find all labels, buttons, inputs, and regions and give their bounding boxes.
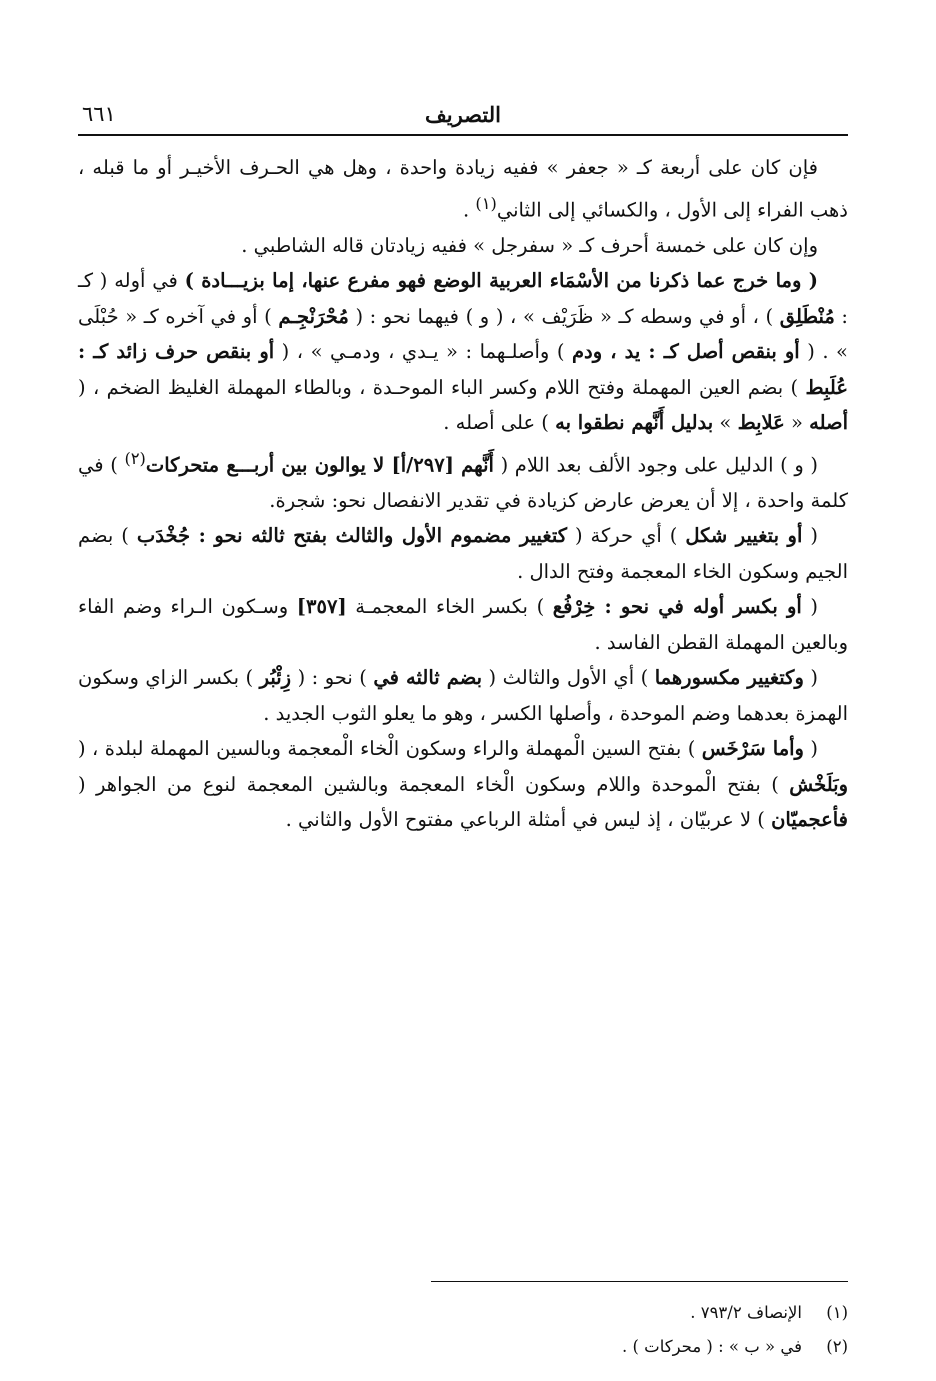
p5-bold-1: أو بتغيير شكل — [685, 524, 803, 547]
p3-bold-1: ( وما خرج عما ذكرنا من الأسْمَاء العربية الوضع فهو مفرع عنها، إما بزيـــادة ) — [184, 269, 819, 292]
p8-text-2: ) بفتح السين الْمهملة والراء وسكون الْخاء الْمعجمة وبالسين المهملة لبلدة ، ( — [78, 737, 702, 760]
paragraph-6 — [78, 589, 848, 660]
paragraph-2 — [78, 228, 848, 264]
p3-text-5: ) بضم العين المهملة وفتح اللام وكسر الباء الموحـدة ، وبالطاء المهملة الغليظ الضخم ، ( — [78, 375, 806, 399]
paragraph-5 — [78, 518, 848, 589]
footnote-separator — [431, 1281, 848, 1282]
p3-bold-5: أو بنقص حرف زائد كـ : عُلَبِط — [78, 340, 848, 399]
p3-bold-3: مُحْرَنْجِـم — [278, 304, 349, 328]
p8-bold-3: فأعجميّان — [771, 808, 848, 831]
p8-bold-2: وبَلَخْش — [789, 772, 848, 796]
p3-bold-7: عَلابِط — [737, 411, 785, 434]
p6-bold-1: أو بكسر أوله في نحو : خِرْفُع — [552, 595, 802, 618]
paragraph-3 — [78, 263, 848, 441]
p3-bold-4: أو بنقص أصل كـ : يد ، ودم — [571, 340, 800, 363]
p5-bold-2: كتغيير مضموم الأول والثالث بفتح ثالثه نحو : جُخْدَب — [136, 524, 567, 547]
footnote-number: (٢) — [826, 1337, 848, 1356]
p3-bold-2: مُنْطَلِق — [779, 304, 835, 328]
p7-bold-1: وكتغيير مكسورهما — [654, 666, 804, 689]
page-title: التصريف — [425, 102, 501, 127]
p5-text-3: ) بضم الجيم وسكون الخاء المعجمة وفتح الدال . — [78, 524, 848, 583]
footnote-2 — [78, 1330, 848, 1364]
p3-text-1: في أوله ( كـ : — [78, 269, 848, 328]
p8-text-4: ) لا عربيّان ، إذ ليس في أمثلة الرباعي مفتوح الأول والثاني . — [285, 808, 772, 831]
p1-text-1: فإن كان على أربعة كـ « جعفر » ففيه زيادة واحدة ، وهل هي الحـرف الأخيـر أو ما قبله ، ذهب الفراء إلى الأول ، والكسائي إلى الثاني — [78, 156, 848, 221]
p6-text-2: ) بكسر الخاء المعجمـة — [346, 595, 553, 618]
p3-text-6: « — [784, 411, 810, 434]
footnote-1 — [78, 1296, 848, 1330]
p4-text-1: ( و ) الدليل على وجود الألف بعد اللام ( — [493, 453, 818, 476]
footnotes — [78, 1296, 848, 1364]
p3-text-4: ) وأصلـهما : « يـدي ، ودمـي » ، ( — [274, 340, 572, 363]
p7-text-2: ) أي الأول والثالث ( — [482, 666, 655, 689]
paragraph-8 — [78, 731, 848, 838]
p8-bold-1: وأما سَرْخَس — [701, 737, 804, 760]
p7-bold-3: زِئْبُر — [259, 666, 292, 689]
p3-text-8: ) على أصله . — [443, 411, 556, 434]
main-text — [78, 150, 848, 838]
p2-text-1: وإن كان على خمسة أحرف كـ « سفرجل » ففيه زيادتان قاله الشاطبي . — [241, 233, 818, 257]
page-number: ٦٦١ — [82, 102, 116, 126]
p4-bold-1: أَنَّهم [٢٩٧/أ] لا يوالون بين أربـــع متحركات — [145, 453, 494, 476]
p3-bold-8: بدليل أَنَّهم نطقوا به — [555, 411, 714, 434]
p3-text-3: ) أو في آخره كـ « حُبْلَى » . ( — [78, 304, 848, 363]
p7-bold-2: بضم ثالثه في — [373, 666, 483, 689]
footnote-text: الإنصاف ٧٩٣/٢ . — [690, 1303, 802, 1322]
footnote-ref-1[interactable]: (١) — [475, 193, 497, 213]
p5-text-1: ( — [802, 524, 818, 547]
p7-text-4: ) بكسر الزاي وسكون الهمزة بعدهما وضم الموحدة ، وأصلها الكسر ، وهو ما يعلو الثوب الجديد . — [78, 666, 848, 725]
p8-text-1: ( — [803, 737, 818, 760]
page-header — [78, 100, 848, 136]
p7-text-1: ( — [803, 666, 818, 689]
p1-text-2: . — [463, 198, 476, 221]
p6-text-1: ( — [801, 595, 818, 618]
book-page — [78, 100, 848, 1370]
p3-text-7: » — [713, 411, 738, 434]
p8-text-3: ) بفتح الْموحدة واللام وسكون الْخاء المعجمة وبالشين المعجمة لنوع من الجواهر ( — [78, 772, 790, 796]
footnote-text: في « ب » : ( محركات ) . — [621, 1337, 802, 1356]
footnote-number: (١) — [826, 1303, 848, 1322]
p3-bold-6: أصله — [809, 411, 848, 434]
p5-text-2: ) أي حركة ( — [567, 524, 686, 547]
p4-text-2: ) في كلمة واحدة ، إلا أن يعرض عارض كزيادة في تقدير الانفصال نحو: شجرة. — [78, 453, 848, 512]
p6-bold-2: [٣٥٧] — [296, 595, 347, 618]
p6-text-3: وسـكون الـراء وضم الفاء وبالعين المهملة القطن الفاسد . — [78, 595, 848, 654]
footnote-ref-2[interactable]: (٢) — [124, 448, 146, 468]
paragraph-4 — [78, 441, 848, 519]
paragraph-1 — [78, 150, 848, 228]
p7-text-3: ) نحو : ( — [291, 666, 374, 689]
paragraph-7 — [78, 660, 848, 731]
p3-text-2: ) ، أو في وسطه كـ « ظَرَيْف » ، ( و ) فيهما نحو : ( — [348, 304, 780, 328]
